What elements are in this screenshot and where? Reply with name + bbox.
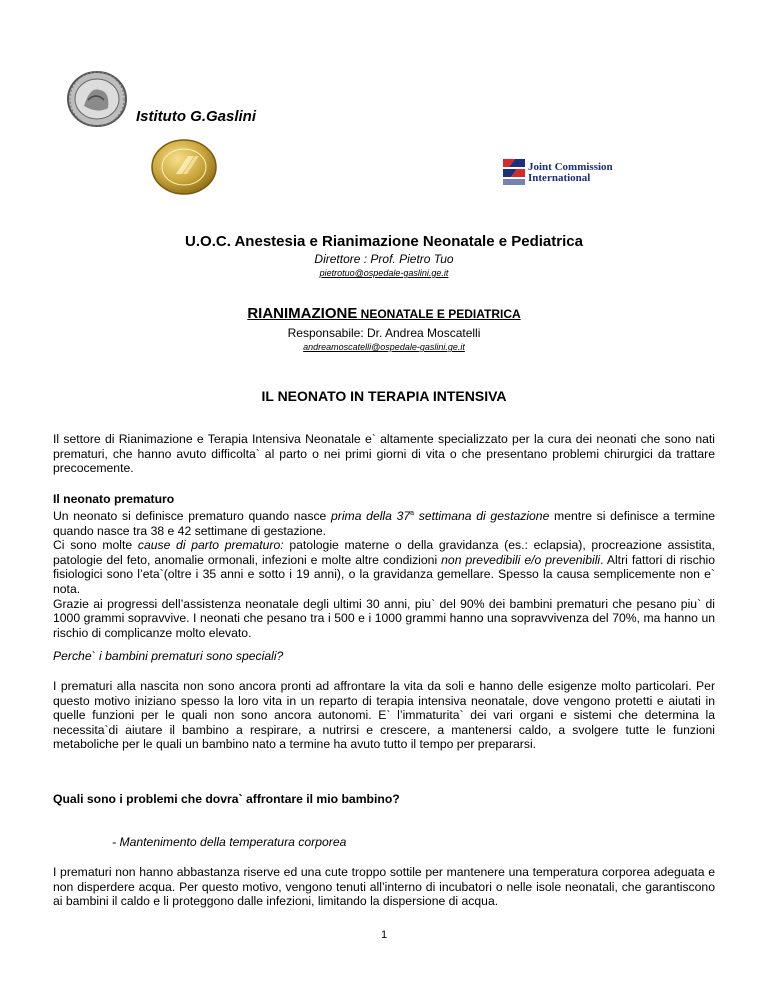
- premature-paragraph-2: Ci sono molte cause di parto prematuro: patologie materne o della gravidanza (es.: eclapsia), procreazione assistita, patologie del feto, anomalie ormonali, infezioni e molte altre condizioni non prevedibili e/o prevenibili. Altri fattori di rischio fisiologici sono l’eta`(oltre i 35 anni e sotto i 19 anni), o la gravidanza gemellare. Spesso la causa semplicemente non e` nota.: [53, 538, 715, 597]
- institute-logo-icon: [66, 70, 128, 128]
- director-email-link[interactable]: pietrotuo@ospedale-gaslini.ge.it: [319, 268, 449, 278]
- responsible-line: Responsabile: Dr. Andrea Moscatelli: [287, 326, 481, 340]
- jci-logo-icon: [503, 159, 525, 185]
- intro-paragraph: Il settore di Rianimazione e Terapia Intensiva Neonatale e` altamente specializzato per la cura dei neonati che sono nati prematuri, che hanno avuto difficolta` al parto o nei primi giorni di vita o che presentano problemi chirurgici da trattare precocemente.: [53, 432, 715, 476]
- jci-line1: Joint Commission: [528, 161, 613, 173]
- section-title-rest: NEONATALE E PEDIATRICA: [357, 307, 521, 321]
- section-title-main: RIANIMAZIONE: [247, 305, 358, 322]
- temperature-subheading: - Mantenimento della temperatura corporea: [112, 835, 347, 849]
- problems-heading: Quali sono i problemi che dovra` affrontare il mio bambino?: [53, 792, 400, 806]
- responsible-email-link[interactable]: andreamoscatelli@ospedale-gaslini.ge.it: [303, 342, 465, 352]
- gold-seal-icon: [150, 138, 218, 196]
- jci-logo: [503, 155, 623, 193]
- special-heading: Perche` i bambini prematuri sono speciali?: [53, 649, 284, 663]
- premature-heading: Il neonato prematuro: [53, 492, 175, 506]
- unit-title: U.O.C. Anestesia e Rianimazione Neonatale e Pediatrica: [185, 233, 583, 250]
- section-title: [0, 305, 768, 322]
- jci-line2: International: [528, 172, 591, 184]
- document-heading: IL NEONATO IN TERAPIA INTENSIVA: [261, 388, 507, 404]
- premature-paragraph-1: Un neonato si definisce prematuro quando nasce prima della 37$^a$ settimana di gestazione mentre si definisce a termine quando nasce tra 38 e 42 settimane di gestazione.: [53, 509, 716, 538]
- premature-paragraph-3: Grazie ai progressi dell’assistenza neonatale degli ultimi 30 anni, piu` del 90% dei bambini prematuri che pesano piu` di 1000 grammi sopravvive. I neonati che pesano tra i 500 e i 1000 grammi hanno una sopravvivenza del 70%, ma hanno un rischio di complicanze molto elevato.: [53, 596, 715, 640]
- temperature-paragraph: I prematuri non hanno abbastanza riserve ed una cute troppo sottile per mantenere una temperatura corporea adeguata e non disperdere acqua. Per questo motivo, vengono tenuti all’interno di incubatori o nelle isole neonatali, che garantiscono ai bambini il caldo e li proteggono dalle infezioni, limitando la dispersione di acqua.: [53, 865, 715, 909]
- director-line: Direttore : Prof. Pietro Tuo: [314, 252, 454, 266]
- special-paragraph: I prematuri alla nascita non sono ancora pronti ad affrontare la vita da soli e hanno delle esigenze molto particolari. Per questo motivo iniziano spesso la loro vita in un reparto di terapia intensiva neonatale, dove vengono protetti e aiutati in quelle funzioni per le quali non sono ancora autonomi. E` l’immaturita` dei vari organi e sistemi che determina la necessita`di aiutare il bambino a respirare, a nutrirsi e crescere, a mantenersi caldo, a svolgere tutte le funzioni metaboliche per le quali un bambino nato a termine ha avuto tutto il tempo per prepararsi.: [53, 679, 715, 752]
- premature-section: [53, 507, 715, 640]
- page-number: 1: [380, 929, 388, 941]
- institute-name: Istituto G.Gaslini: [136, 108, 257, 125]
